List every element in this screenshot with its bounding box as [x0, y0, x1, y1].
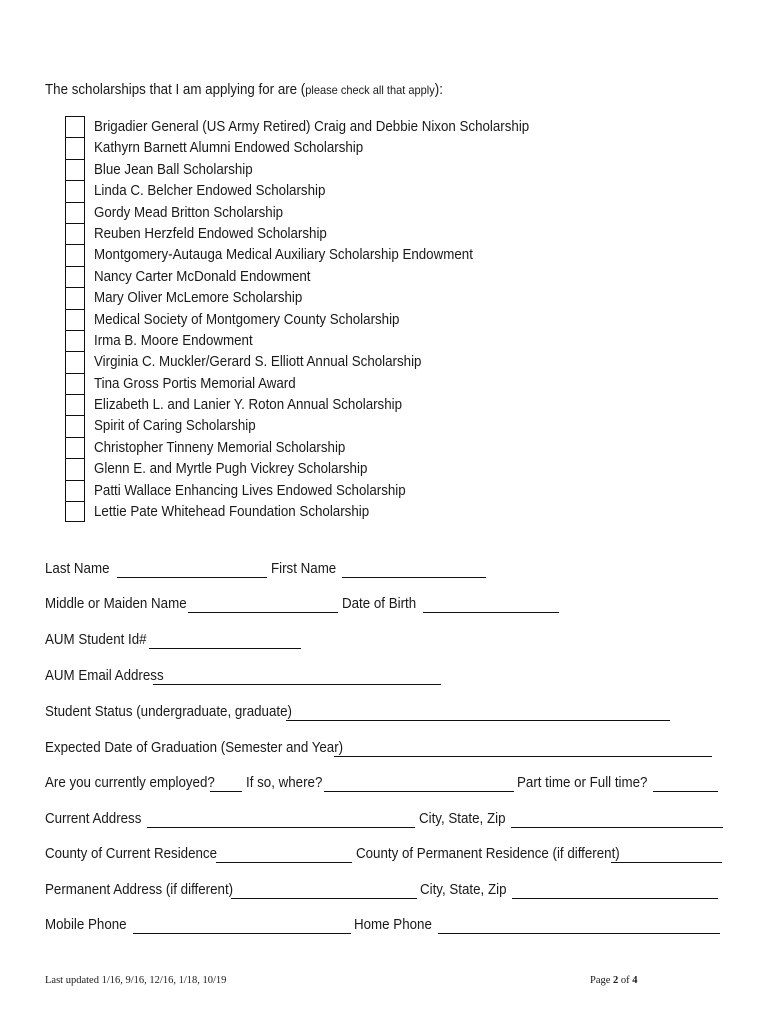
- graduation-row: [45, 740, 745, 760]
- scholarship-row: [65, 137, 625, 158]
- scholarship-checkbox[interactable]: [65, 330, 85, 351]
- city-state-zip-2-label: City, State, Zip: [420, 882, 507, 898]
- scholarship-checkbox[interactable]: [65, 351, 85, 372]
- scholarship-row: [65, 287, 625, 308]
- city-state-zip-field[interactable]: [511, 812, 723, 828]
- scholarship-checkbox[interactable]: [65, 437, 85, 458]
- county-permanent-label: County of Permanent Residence (if different): [356, 846, 620, 862]
- instructions-heading: [45, 82, 443, 98]
- permanent-address-label: Permanent Address (if different): [45, 882, 234, 898]
- scholarship-row: [65, 180, 625, 201]
- current-address-row: [45, 811, 745, 831]
- scholarship-row: [65, 458, 625, 479]
- city-state-zip-label: City, State, Zip: [419, 811, 506, 827]
- scholarship-label: Reuben Herzfeld Endowed Scholarship: [94, 225, 327, 242]
- employed-label: Are you currently employed?: [45, 775, 215, 791]
- page-number: [590, 975, 638, 986]
- scholarship-checkbox[interactable]: [65, 244, 85, 265]
- student-id-row: [45, 632, 745, 652]
- where-label: If so, where?: [246, 775, 323, 791]
- scholarship-row: [65, 501, 625, 522]
- name-row: [45, 561, 745, 581]
- phone-row: [45, 917, 745, 937]
- scholarship-label: Gordy Mead Britton Scholarship: [94, 204, 284, 221]
- scholarship-row: [65, 223, 625, 244]
- scholarship-label: Medical Society of Montgomery County Scholarship: [94, 311, 400, 328]
- scholarship-checkbox[interactable]: [65, 202, 85, 223]
- scholarship-label: Christopher Tinneny Memorial Scholarship: [94, 439, 346, 456]
- student-id-label: AUM Student Id#: [45, 632, 147, 648]
- scholarship-row: [65, 415, 625, 436]
- mobile-phone-label: Mobile Phone: [45, 917, 127, 933]
- where-field[interactable]: [324, 776, 514, 792]
- scholarship-label: Blue Jean Ball Scholarship: [94, 161, 253, 178]
- current-address-label: Current Address: [45, 811, 142, 827]
- first-name-field[interactable]: [342, 562, 486, 578]
- scholarship-checkbox[interactable]: [65, 501, 85, 522]
- scholarship-label: Nancy Carter McDonald Endowment: [94, 268, 311, 285]
- scholarship-row: [65, 437, 625, 458]
- scholarship-label: Brigadier General (US Army Retired) Craig and Debbie Nixon Scholarship: [94, 119, 530, 135]
- county-row: [45, 846, 745, 866]
- scholarship-row: [65, 309, 625, 330]
- scholarship-checkbox[interactable]: [65, 159, 85, 180]
- middle-name-label: Middle or Maiden Name: [45, 596, 187, 612]
- scholarship-label: Glenn E. and Myrtle Pugh Vickrey Scholarship: [94, 461, 368, 478]
- dob-label: Date of Birth: [342, 596, 417, 612]
- scholarship-label: Patti Wallace Enhancing Lives Endowed Scholarship: [94, 482, 406, 499]
- county-permanent-field[interactable]: [611, 847, 722, 863]
- county-current-label: County of Current Residence: [45, 846, 218, 862]
- scholarship-row: [65, 394, 625, 415]
- scholarship-checkbox[interactable]: [65, 415, 85, 436]
- scholarship-checkbox[interactable]: [65, 458, 85, 479]
- scholarship-label: Linda C. Belcher Endowed Scholarship: [94, 183, 326, 200]
- scholarship-checkbox[interactable]: [65, 180, 85, 201]
- intro-end: ):: [434, 82, 443, 98]
- scholarship-row: [65, 330, 625, 351]
- scholarship-label: Lettie Pate Whitehead Foundation Scholarship: [94, 504, 370, 521]
- status-field[interactable]: [286, 705, 670, 721]
- scholarship-label: Kathyrn Barnett Alumni Endowed Scholarship: [94, 140, 364, 157]
- employed-field[interactable]: [210, 776, 242, 792]
- scholarship-checkbox[interactable]: [65, 287, 85, 308]
- last-updated-note: Last updated 1/16, 9/16, 12/16, 1/18, 10/19: [45, 975, 227, 986]
- scholarship-label: Elizabeth L. and Lanier Y. Roton Annual Scholarship: [94, 397, 403, 414]
- scholarship-checkbox[interactable]: [65, 480, 85, 501]
- last-name-field[interactable]: [117, 562, 267, 578]
- middle-dob-row: [45, 596, 745, 616]
- email-row: [45, 668, 745, 688]
- scholarship-row: [65, 351, 625, 372]
- permanent-address-row: [45, 882, 745, 902]
- last-name-label: Last Name: [45, 561, 110, 577]
- student-id-field[interactable]: [149, 633, 301, 649]
- intro-text: The scholarships that I am applying for are (: [45, 82, 306, 98]
- scholarship-row: [65, 244, 625, 265]
- scholarship-row: [65, 202, 625, 223]
- scholarship-label: Mary Oliver McLemore Scholarship: [94, 290, 303, 307]
- part-full-field[interactable]: [653, 776, 718, 792]
- status-label: Student Status (undergraduate, graduate): [45, 704, 292, 720]
- scholarship-checkbox[interactable]: [65, 223, 85, 244]
- scholarship-label: Spirit of Caring Scholarship: [94, 418, 256, 435]
- first-name-label: First Name: [271, 561, 337, 577]
- permanent-address-field[interactable]: [231, 883, 417, 899]
- scholarship-label: Tina Gross Portis Memorial Award: [94, 375, 296, 392]
- scholarship-row: [65, 159, 625, 180]
- middle-name-field[interactable]: [188, 597, 338, 613]
- page-total: 4: [632, 975, 638, 986]
- home-phone-label: Home Phone: [354, 917, 432, 933]
- scholarship-checkbox[interactable]: [65, 309, 85, 330]
- part-full-label: Part time or Full time?: [517, 775, 648, 791]
- scholarship-checkbox[interactable]: [65, 116, 85, 137]
- email-field[interactable]: [153, 669, 441, 685]
- scholarship-row: [65, 480, 625, 501]
- scholarship-checklist: [65, 116, 625, 522]
- scholarship-checkbox[interactable]: [65, 394, 85, 415]
- scholarship-label: Irma B. Moore Endowment: [94, 332, 253, 349]
- scholarship-checkbox[interactable]: [65, 266, 85, 287]
- scholarship-label: Montgomery-Autauga Medical Auxiliary Scholarship Endowment: [94, 247, 473, 264]
- employment-row: [45, 775, 745, 795]
- home-phone-field[interactable]: [438, 918, 720, 934]
- page-word: Page: [590, 975, 611, 986]
- graduation-field[interactable]: [334, 741, 712, 757]
- dob-field[interactable]: [423, 597, 559, 613]
- scholarship-row: [65, 373, 625, 394]
- of-word: of: [620, 975, 630, 986]
- county-current-field[interactable]: [216, 847, 352, 863]
- city-state-zip-2-field[interactable]: [512, 883, 718, 899]
- scholarship-label: Virginia C. Muckler/Gerard S. Elliott Annual Scholarship: [94, 354, 422, 371]
- intro-note: please check all that apply: [305, 83, 435, 97]
- graduation-label: Expected Date of Graduation (Semester and Year): [45, 740, 344, 756]
- page-current: 2: [613, 975, 619, 986]
- mobile-phone-field[interactable]: [133, 918, 351, 934]
- email-label: AUM Email Address: [45, 668, 164, 684]
- scholarship-checkbox[interactable]: [65, 373, 85, 394]
- status-row: [45, 704, 745, 724]
- current-address-field[interactable]: [147, 812, 415, 828]
- scholarship-checkbox[interactable]: [65, 137, 85, 158]
- scholarship-row: [65, 266, 625, 287]
- scholarship-row: [65, 116, 625, 137]
